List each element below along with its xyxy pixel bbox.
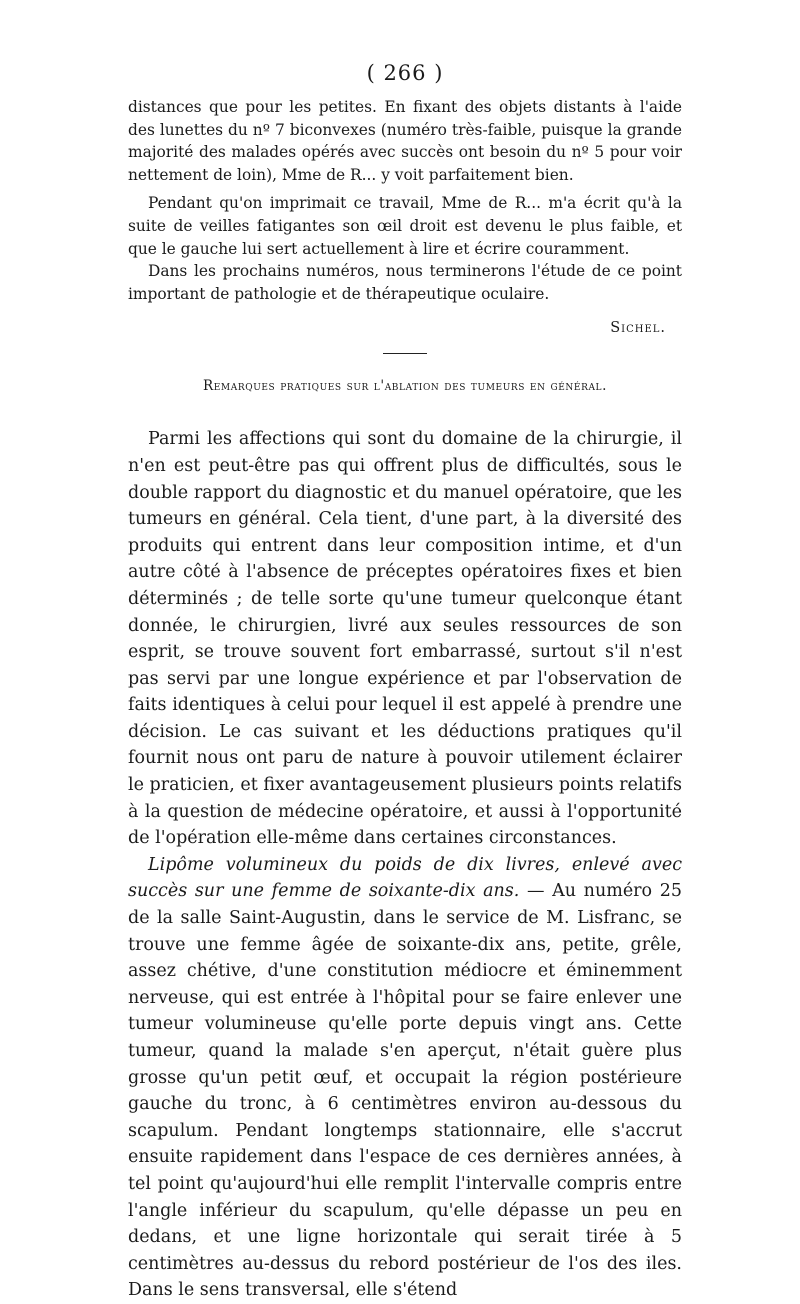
page-number: ( 266 ) <box>366 61 444 85</box>
case-description: — Au numéro 25 de la salle Saint-Augustin, dans le service de M. Lisfranc, se trouve une femme âgée de soixante-dix ans, petite, grêle, assez chétive, d'une constitution médiocre et éminemment nerveuse, qui est entrée à l'hôpital pour se faire enlever une tumeur volumineuse qu'elle porte depuis vingt ans. Cette tumeur, quand la malade s'en aperçut, n'était guère plus grosse qu'un petit œuf, et occupait la région postérieure gauche du tronc, à 6 centimètres environ au-dessous du scapulum. Pendant longtemps stationnaire, elle s'accrut ensuite rapidement dans l'espace de ces dernières années, à tel point qu'aujourd'hui elle remplit l'intervalle compris entre l'angle inférieur du scapulum, qu'elle dépasse un peu en dedans, et une ligne horizontale qui serait tirée à 5 centimètres au-dessus du rebord postérieur de l'os des iles. Dans le sens transversal, elle s'étend <box>128 881 682 1301</box>
preceding-article-ending <box>128 96 682 339</box>
section-heading: Remarques pratiques sur l'ablation des tumeurs en général. <box>202 378 608 395</box>
article-paragraph-2 <box>128 852 682 1304</box>
author-signature: Sichel. <box>610 320 666 337</box>
intro-paragraph-2: Pendant qu'on imprimait ce travail, Mme de R... m'a écrit qu'à la suite de veilles fatigantes son œil droit est devenu le plus faible, et que le gauche lui sert actuellement à lire et écrire couramment. <box>128 194 682 258</box>
intro-paragraph-3: Dans les prochains numéros, nous terminerons l'étude de ce point important de pathologie et de thérapeutique oculaire. <box>128 262 682 303</box>
intro-paragraph-1: distances que pour les petites. En fixant des objets distants à l'aide des lunettes du nº 7 biconvexes (numéro très-faible, puisque la grande majorité des malades opérés avec succès ont besoin du nº 5 pour voir nettement de loin), Mme de R... y voit parfaitement bien. <box>128 98 682 184</box>
article-body <box>128 426 682 1304</box>
section-divider <box>383 353 427 354</box>
case-title: Lipôme volumineux du poids de dix livres, enlevé avec succès sur une femme de soixante-dix ans. <box>128 854 682 902</box>
document-page <box>128 58 682 1304</box>
article-paragraph-1: Parmi les affections qui sont du domaine de la chirurgie, il n'en est peut-être pas qui offrent plus de difficultés, sous le double rapport du diagnostic et du manuel opératoire, que les tumeurs en général. Cela tient, d'une part, à la diversité des produits qui entrent dans leur composition intime, et d'un autre côté à l'absence de préceptes opératoires fixes et bien déterminés ; de telle sorte qu'une tumeur quelconque étant donnée, le chirurgien, livré aux seules ressources de son esprit, se trouve souvent fort embarrassé, surtout s'il n'est pas servi par une longue expérience et par l'observation de faits identiques à celui pour lequel il est appelé à prendre une décision. Le cas suivant et les déductions pratiques qu'il fournit nous ont paru de nature à pouvoir utilement éclairer le praticien, et fixer avantageusement plusieurs points relatifs à la question de médecine opératoire, et aussi à l'opportunité de l'opération elle-même dans certaines circonstances. <box>128 429 682 849</box>
